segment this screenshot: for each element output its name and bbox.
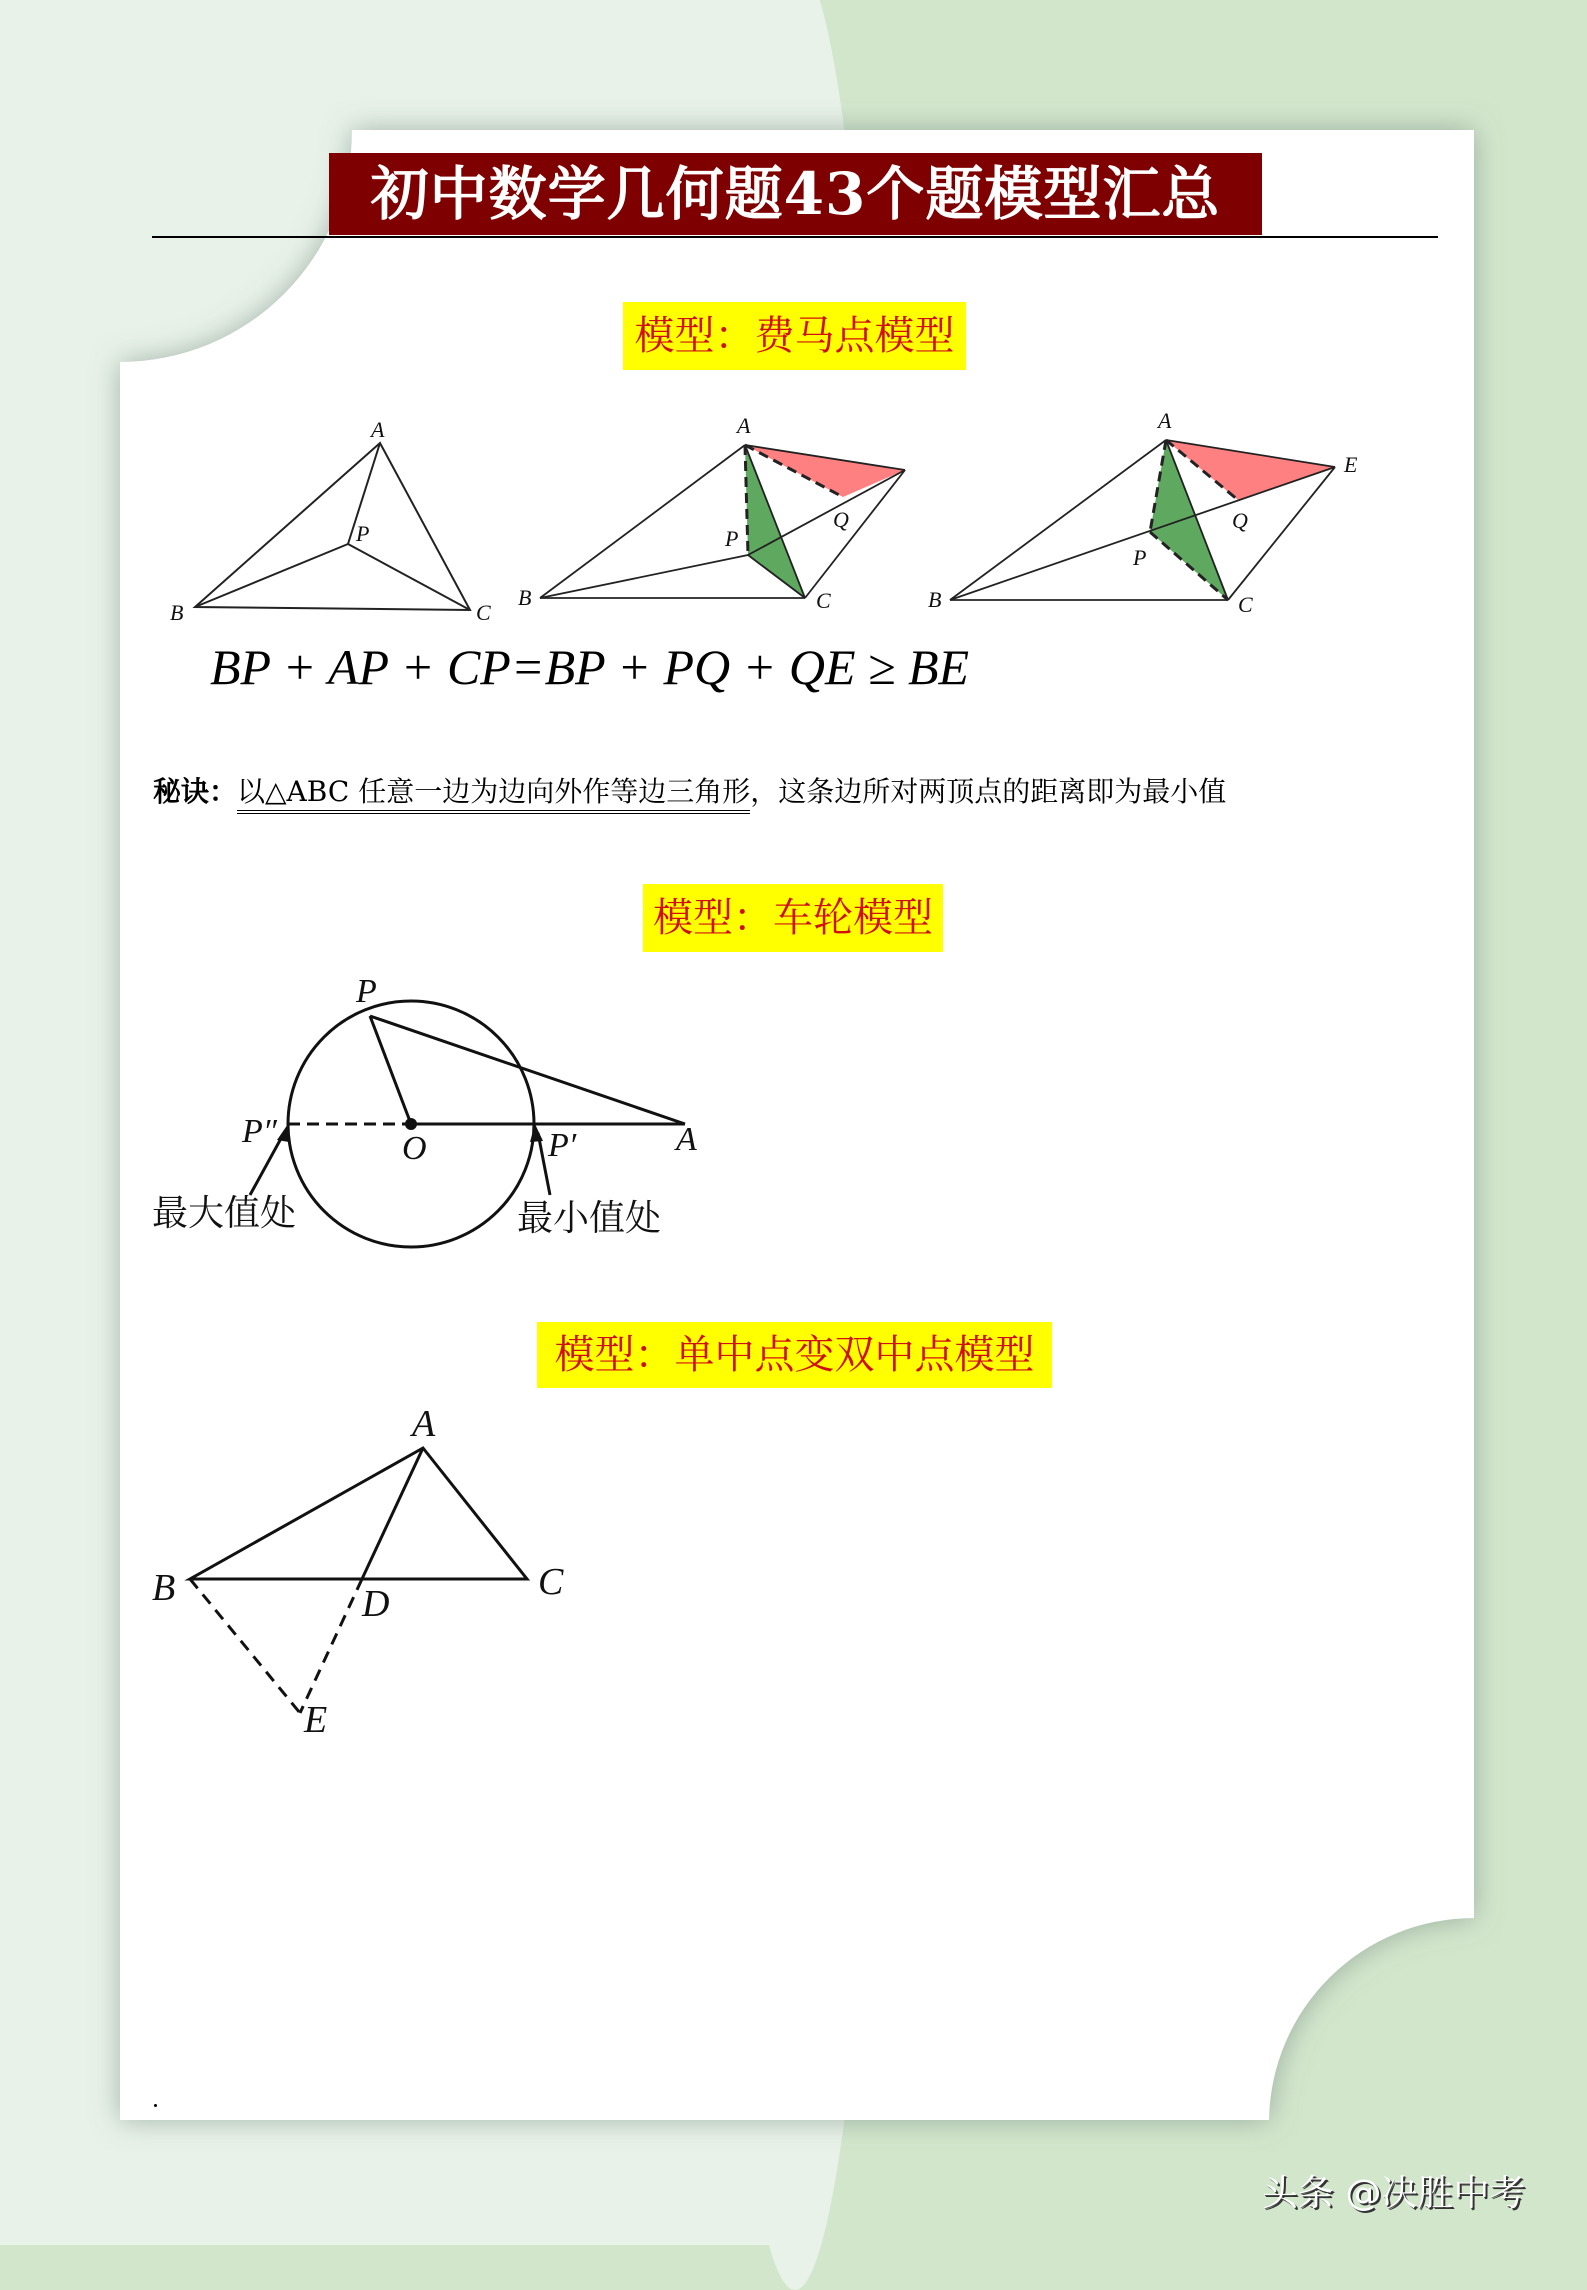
fig1-label-p: P [356, 521, 370, 546]
page-dot [154, 2104, 157, 2107]
fermat-formula: BP + AP + CP=BP + PQ + QE ≥ BE [210, 639, 970, 695]
fig2-label-q: Q [833, 507, 849, 532]
wheel-label-o: O [402, 1130, 427, 1167]
fig2-label-c: C [816, 588, 831, 613]
tip-rest: ，这条边所对两顶点的距离即为最小值 [750, 775, 1227, 808]
fig1-label-c: C [476, 600, 491, 625]
fig1-label-b: B [170, 600, 184, 625]
section-label-wheel: 模型：车轮模型 [643, 884, 943, 952]
fig3-label-p: P [1133, 545, 1147, 570]
page-title: 初中数学几何题43个题模型汇总 [329, 153, 1262, 235]
fig2-label-b: B [518, 585, 532, 610]
section-label-fermat: 模型：费马点模型 [623, 302, 966, 370]
fig3-label-c: C [1238, 592, 1253, 617]
wheel-min-annotation: 最小值处 [517, 1198, 662, 1239]
fig2-label-a: A [737, 413, 751, 438]
watermark: 头条 @决胜中考 [1262, 2173, 1526, 2214]
fig2-label-p: P [725, 526, 739, 551]
mid-label-d: D [362, 1583, 390, 1625]
tip-underlined: 以△ABC 任意一边为边向外作等边三角形 [237, 775, 750, 814]
wheel-label-p-double-prime: P″ [242, 1113, 277, 1150]
section-label-midpoint: 模型：单中点变双中点模型 [537, 1322, 1052, 1388]
mid-label-b: B [152, 1567, 176, 1609]
mid-label-c: C [538, 1561, 564, 1603]
fig3-label-b: B [928, 587, 942, 612]
tip-key: 秘诀： [153, 775, 238, 808]
mid-label-a: A [412, 1403, 436, 1445]
fig1-label-a: A [371, 417, 385, 442]
wheel-max-annotation: 最大值处 [152, 1193, 297, 1234]
wheel-label-p: P [356, 973, 377, 1010]
fig3-label-q: Q [1232, 508, 1248, 533]
mid-label-e: E [304, 1699, 328, 1741]
fig3-label-e: E [1344, 452, 1358, 477]
wheel-label-p-prime: P′ [548, 1127, 577, 1164]
fig3-label-a: A [1158, 408, 1172, 433]
wheel-label-a: A [676, 1121, 697, 1158]
